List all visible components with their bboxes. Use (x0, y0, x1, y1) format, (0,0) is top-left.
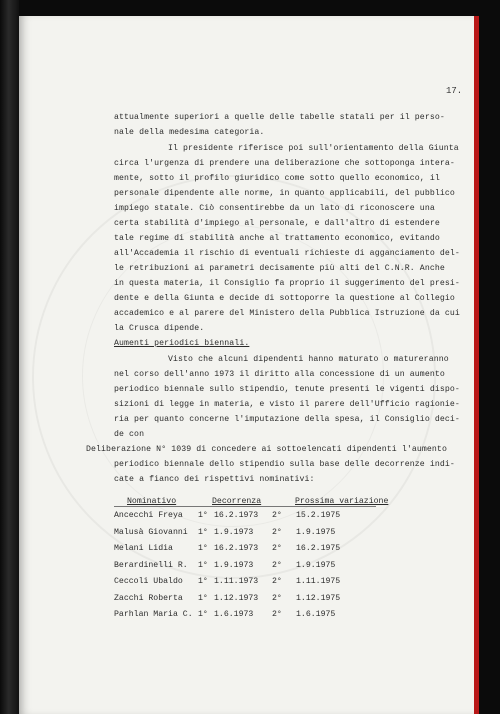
cell-name: Ancecchi Freya (114, 511, 183, 520)
text-line: attualmente superiori a quelle delle tabelle statali per il perso- (114, 113, 445, 122)
text-line: periodico biennale dello stipendio sulla base delle decorrenze indi- (114, 460, 455, 469)
cell-ordinal-current: 1° (198, 593, 208, 603)
page-number: 17. (446, 86, 463, 96)
text-line: sizioni di legge in materia, e visto il parere dell'Ufficio ragionie- (114, 400, 460, 409)
cell-ordinal-current: 1° (198, 610, 208, 619)
cell-decorrenza: 16.2.1973 (214, 511, 259, 520)
text-line: ria per quanto concerne l'imputazione della spesa, il Consiglio deci- (114, 415, 460, 424)
cell-ordinal-next: 2° (272, 511, 282, 520)
book-binding (0, 0, 19, 714)
cell-ordinal-next: 2° (272, 593, 282, 603)
cell-ordinal-next: 2° (272, 610, 282, 619)
cell-ordinal-next: 2° (272, 527, 282, 537)
cell-prossima: 16.2.1975 (296, 544, 341, 553)
cell-ordinal-current: 1° (198, 544, 208, 553)
cell-prossima: 1.12.1975 (296, 593, 341, 603)
cell-name: Melani Lidia (114, 544, 173, 553)
text-line: mente, sotto il profilo giuridico come sotto quello economico, il (114, 174, 440, 183)
text-line: personale dipendente alle norme, in quanto applicabili, del pubblico (114, 189, 455, 198)
text-line: impiego statale. Ciò consentirebbe da un lato di riconoscere una (114, 204, 435, 213)
cell-decorrenza: 1.12.1973 (214, 593, 259, 603)
cell-prossima: 1.11.1975 (296, 577, 341, 586)
cell-decorrenza: 16.2.1973 (214, 544, 259, 553)
cell-decorrenza: 1.11.1973 (214, 577, 259, 586)
table-header-name: Nominativo (127, 497, 177, 506)
cell-name: Parhlan Maria C. (114, 610, 193, 619)
cell-prossima: 1.9.1975 (296, 560, 336, 570)
text-line: le retribuzioni ai parametri decisamente più alti del C.N.R. Anche (114, 264, 445, 273)
text-line: la Crusca dipende. (114, 324, 205, 333)
cell-ordinal-current: 1° (198, 560, 208, 570)
text-line: nel corso dell'anno 1973 il diritto alla concessione di un aumento (114, 370, 445, 379)
text-line: Deliberazione N° 1039 di concedere ai sottoelencati dipendenti l'aumento (86, 445, 447, 454)
text-line: tale regime di stabilità anche al trattamento economico, evitando (114, 234, 440, 243)
text-line: dente e della Giunta e decide di sottoporre la questione al Collegio (114, 294, 455, 303)
cell-prossima: 15.2.1975 (296, 511, 341, 520)
table-header-prossima: Prossima variazione (295, 497, 389, 506)
text-line: accademico e al parere del Ministero della Pubblica Istruzione da cui (114, 309, 460, 318)
cell-name: Zacchi Roberta (114, 593, 183, 603)
section-heading: Aumenti periodici biennali. (114, 339, 250, 348)
table-header-rule (114, 506, 376, 507)
cell-name: Ceccoli Ubaldo (114, 577, 183, 586)
cell-ordinal-next: 2° (272, 560, 282, 570)
cell-prossima: 1.9.1975 (296, 527, 336, 537)
cell-ordinal-current: 1° (198, 527, 208, 537)
text-line: periodico biennale sullo stipendio, tenute presenti le vigenti dispo- (114, 385, 460, 394)
page-edge-stripe (474, 16, 479, 714)
cell-prossima: 1.6.1975 (296, 610, 336, 619)
cell-ordinal-current: 1° (198, 577, 208, 586)
text-line: Visto che alcuni dipendenti hanno maturato o matureranno (168, 355, 449, 364)
cell-ordinal-next: 2° (272, 544, 282, 553)
cell-name: Berardinelli R. (114, 560, 188, 570)
cell-name: Malusà Giovanni (114, 527, 188, 537)
cell-ordinal-current: 1° (198, 511, 208, 520)
text-line: cate a fianco dei rispettivi nominativi: (114, 475, 315, 484)
text-line: de con (114, 430, 145, 439)
cell-decorrenza: 1.9.1973 (214, 527, 254, 537)
text-line: all'Accademia il rischio di eventuali richieste di agganciamento del- (114, 249, 460, 258)
cell-decorrenza: 1.6.1973 (214, 610, 254, 619)
cell-ordinal-next: 2° (272, 577, 282, 586)
text-line: nale della medesima categoria. (114, 128, 265, 137)
table-header-decorrenza: Decorrenza (212, 497, 262, 506)
cell-decorrenza: 1.9.1973 (214, 560, 254, 570)
text-line: circa l'urgenza di prendere una deliberazione che sottoponga intera- (114, 159, 455, 168)
text-line: in questa materia, il Consiglio fa proprio il suggerimento del presi- (114, 279, 460, 288)
text-line: Il presidente riferisce poi sull'orientamento della Giunta (168, 144, 459, 153)
text-line: certa stabilità d'impiego al personale, e dall'altro di estendere (114, 219, 440, 228)
